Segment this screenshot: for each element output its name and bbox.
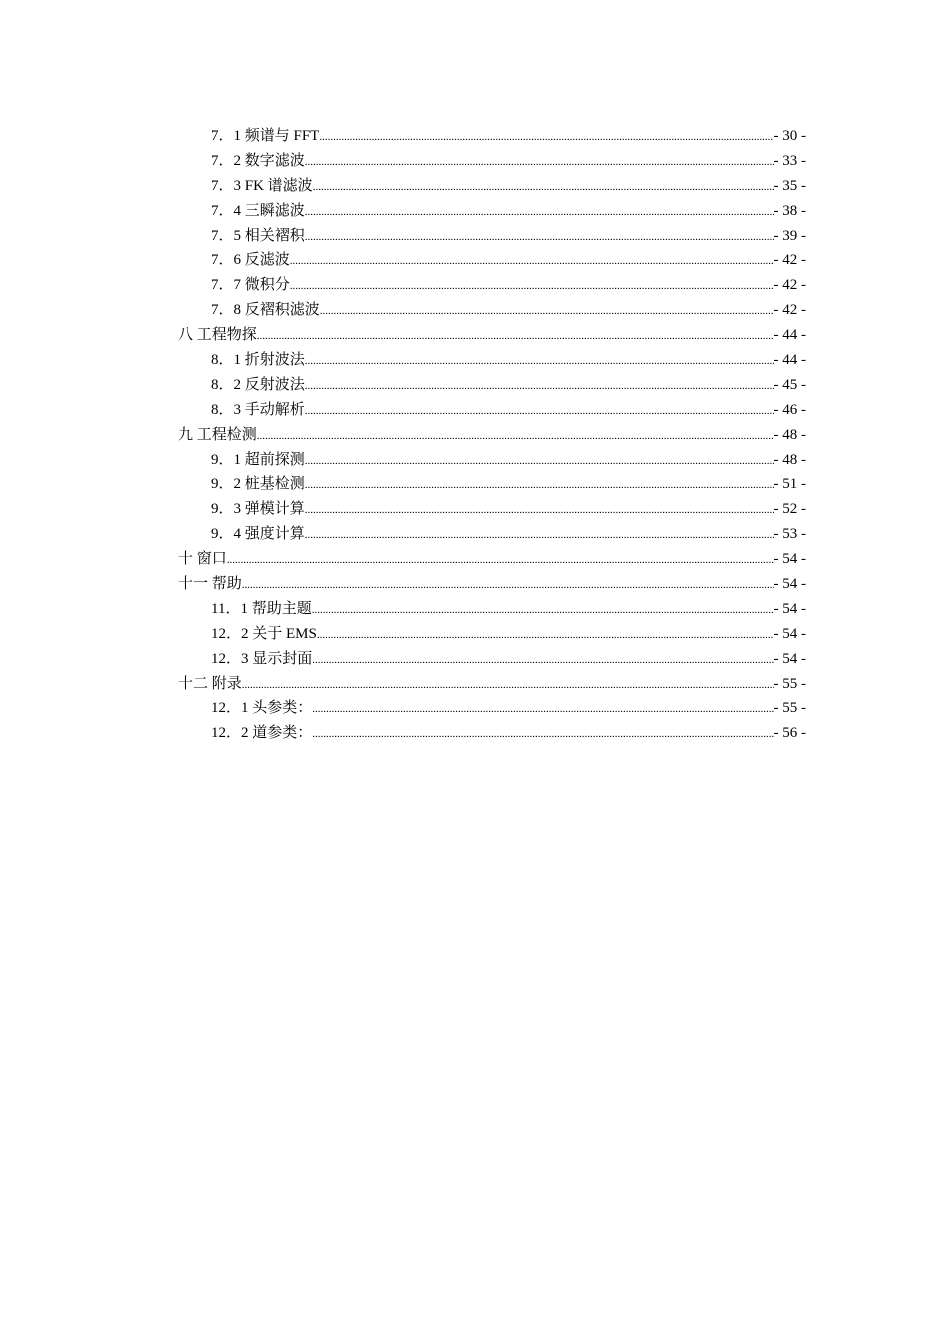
- toc-entry-page-number: - 51 -: [773, 476, 806, 493]
- toc-entry[interactable]: [178, 647, 806, 672]
- toc-entry[interactable]: [178, 348, 806, 373]
- toc-entry[interactable]: [178, 373, 806, 398]
- toc-entry-page-number: - 55 -: [773, 675, 806, 692]
- toc-entry-page-number: - 54 -: [773, 576, 806, 593]
- toc-dot-leader: [317, 623, 774, 648]
- toc-entry-title: 9．2 桩基检测: [211, 476, 305, 493]
- toc-dot-leader: [305, 449, 774, 474]
- toc-entry-page-number: - 55 -: [773, 700, 806, 717]
- toc-dot-leader: [227, 548, 774, 573]
- toc-entry[interactable]: [178, 149, 806, 174]
- toc-entry[interactable]: [178, 174, 806, 199]
- toc-entry[interactable]: [178, 448, 806, 473]
- toc-entry[interactable]: [178, 124, 806, 149]
- toc-dot-leader: [257, 324, 774, 349]
- toc-entry-title: 7．3 FK 谱滤波: [211, 177, 313, 194]
- toc-entry[interactable]: [178, 398, 806, 423]
- toc-entry-title: 7．4 三瞬滤波: [211, 202, 305, 219]
- toc-entry-title: 9．1 超前探测: [211, 451, 305, 468]
- toc-entry[interactable]: [178, 547, 806, 572]
- toc-entry-page-number: - 54 -: [773, 551, 806, 568]
- toc-entry[interactable]: [178, 423, 806, 448]
- toc-dot-leader: [305, 399, 774, 424]
- toc-dot-leader: [305, 498, 774, 523]
- toc-entry-page-number: - 48 -: [773, 451, 806, 468]
- toc-entry-title: 九 工程检测: [178, 426, 257, 443]
- toc-entry-page-number: - 35 -: [773, 177, 806, 194]
- toc-entry-title: 12．2 道参类：: [211, 725, 313, 742]
- toc-dot-leader: [313, 175, 774, 200]
- toc-entry[interactable]: [178, 224, 806, 249]
- toc-entry-title: 9．3 弹模计算: [211, 501, 305, 518]
- toc-entry-title: 十一 帮助: [178, 576, 242, 593]
- toc-entry-page-number: - 44 -: [773, 352, 806, 369]
- toc-entry[interactable]: [178, 597, 806, 622]
- toc-dot-leader: [290, 274, 774, 299]
- toc-entry-title: 十二 附录: [178, 675, 242, 692]
- toc-dot-leader: [242, 673, 774, 698]
- toc-entry[interactable]: [178, 497, 806, 522]
- toc-entry[interactable]: [178, 672, 806, 697]
- toc-entry-page-number: - 48 -: [773, 426, 806, 443]
- toc-dot-leader: [242, 573, 774, 598]
- toc-entry-title: 11．1 帮助主题: [211, 600, 312, 617]
- toc-entry-title: 十 窗口: [178, 551, 227, 568]
- toc-entry-page-number: - 54 -: [773, 625, 806, 642]
- toc-entry-page-number: - 46 -: [773, 401, 806, 418]
- toc-entry[interactable]: [178, 323, 806, 348]
- toc-entry-title: 7．2 数字滤波: [211, 152, 305, 169]
- toc-entry-title: 12．2 关于 EMS: [211, 625, 317, 642]
- toc-entry-page-number: - 33 -: [773, 152, 806, 169]
- toc-dot-leader: [305, 200, 774, 225]
- toc-entry-title: 8．2 反射波法: [211, 376, 305, 393]
- table-of-contents: [178, 124, 806, 746]
- toc-entry-title: 八 工程物探: [178, 327, 257, 344]
- toc-entry-page-number: - 42 -: [773, 277, 806, 294]
- toc-dot-leader: [305, 150, 774, 175]
- toc-entry[interactable]: [178, 199, 806, 224]
- toc-dot-leader: [312, 648, 773, 673]
- toc-entry-page-number: - 44 -: [773, 327, 806, 344]
- toc-entry-page-number: - 42 -: [773, 252, 806, 269]
- toc-entry[interactable]: [178, 572, 806, 597]
- toc-entry-title: 12．3 显示封面: [211, 650, 313, 667]
- toc-entry-page-number: - 54 -: [773, 650, 806, 667]
- toc-entry-title: 12．1 头参类：: [211, 700, 313, 717]
- toc-entry-title: 9．4 强度计算: [211, 526, 305, 543]
- toc-entry-page-number: - 54 -: [773, 600, 806, 617]
- toc-entry-page-number: - 45 -: [773, 376, 806, 393]
- toc-entry[interactable]: [178, 622, 806, 647]
- toc-entry-page-number: - 56 -: [773, 725, 806, 742]
- toc-entry-title: 8．3 手动解析: [211, 401, 305, 418]
- toc-entry-page-number: - 38 -: [773, 202, 806, 219]
- toc-entry[interactable]: [178, 721, 806, 746]
- toc-dot-leader: [305, 473, 774, 498]
- toc-entry-title: 7．1 频谱与 FFT: [211, 128, 320, 144]
- toc-entry-title: 7．8 反褶积滤波: [211, 302, 320, 319]
- toc-entry-page-number: - 39 -: [773, 227, 806, 244]
- toc-entry[interactable]: [178, 273, 806, 298]
- toc-dot-leader: [312, 697, 773, 722]
- toc-entry[interactable]: [178, 298, 806, 323]
- toc-dot-leader: [305, 349, 774, 374]
- toc-dot-leader: [290, 249, 774, 274]
- toc-entry-page-number: - 53 -: [773, 526, 806, 543]
- toc-entry-title: 7．7 微积分: [211, 277, 290, 294]
- toc-entry-page-number: - 52 -: [773, 501, 806, 518]
- toc-dot-leader: [305, 225, 774, 250]
- toc-entry[interactable]: [178, 248, 806, 273]
- toc-entry-title: 7．5 相关褶积: [211, 227, 305, 244]
- toc-dot-leader: [257, 424, 774, 449]
- toc-dot-leader: [320, 299, 774, 324]
- toc-dot-leader: [305, 523, 774, 548]
- toc-entry[interactable]: [178, 472, 806, 497]
- toc-entry-page-number: - 30 -: [773, 128, 806, 144]
- toc-dot-leader: [312, 598, 774, 623]
- toc-entry[interactable]: [178, 522, 806, 547]
- toc-dot-leader: [319, 125, 773, 150]
- toc-entry-page-number: - 42 -: [773, 302, 806, 319]
- toc-entry-title: 8．1 折射波法: [211, 352, 305, 369]
- toc-entry-title: 7．6 反滤波: [211, 252, 290, 269]
- toc-dot-leader: [312, 722, 773, 747]
- toc-entry[interactable]: [178, 696, 806, 721]
- toc-dot-leader: [305, 374, 774, 399]
